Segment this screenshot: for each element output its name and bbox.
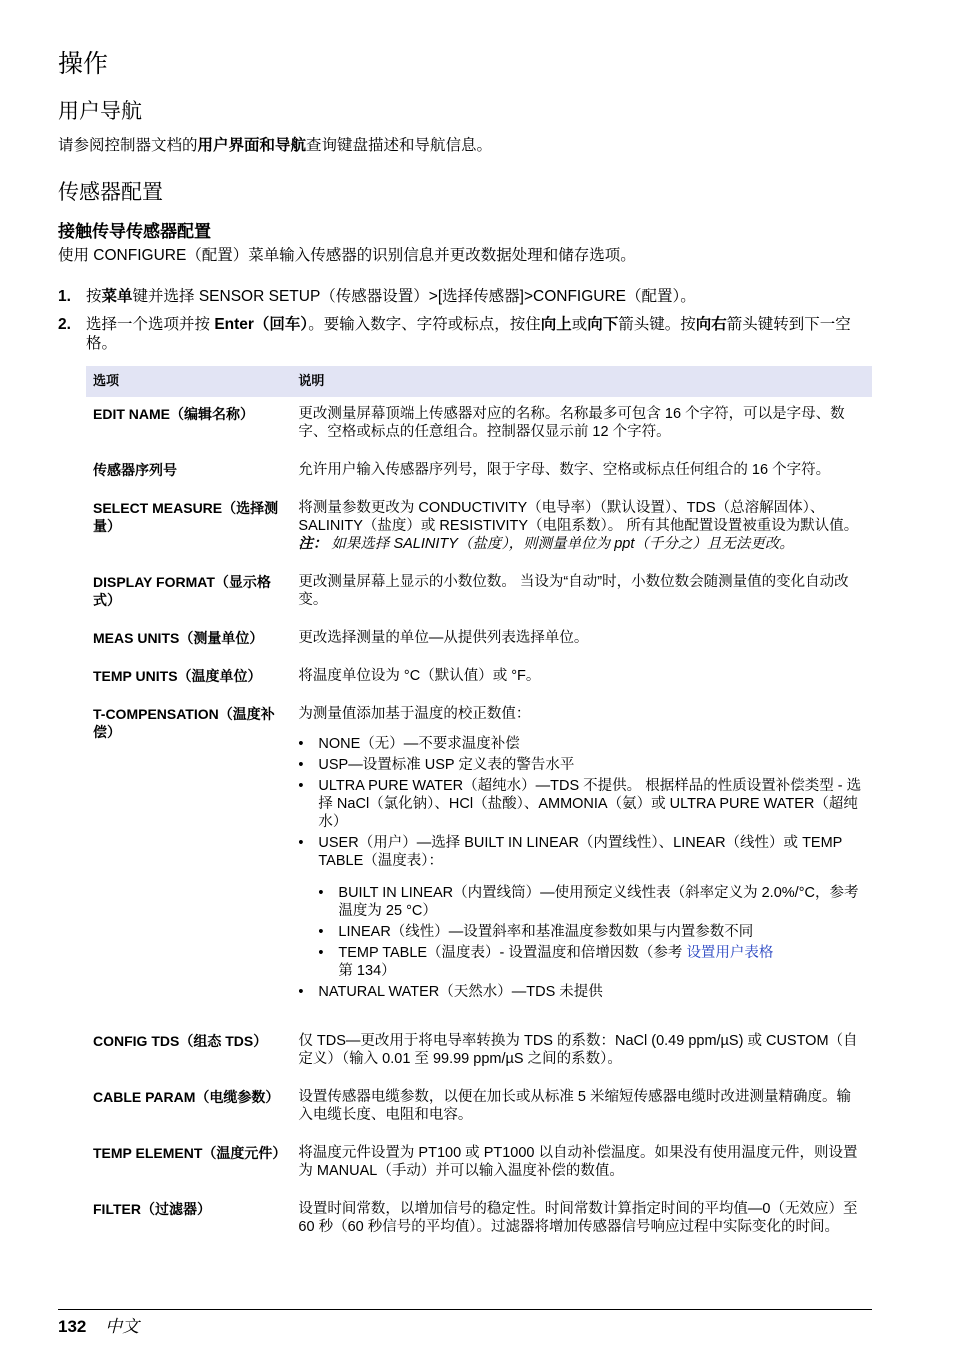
row-option: DISPLAY FORMAT（显示格式） xyxy=(93,574,271,608)
table-row xyxy=(86,397,872,455)
table-row xyxy=(86,623,872,661)
row-description: 允许用户输入传感器序列号，限于字母、数字、空格或标点任何组合的 16 个字符。 xyxy=(298,462,831,478)
row-option: CONFIG TDS（组态 TDS） xyxy=(93,1033,268,1049)
list-item: • LINEAR（线性）—设置斜率和基准温度参数如果与内置参数不同 xyxy=(338,923,865,941)
row-description xyxy=(291,493,872,567)
nav-text-a: 请参阅控制器文档的 xyxy=(58,137,198,154)
section-title-contact: 接触传导传感器配置 xyxy=(58,222,211,241)
list-item: • USER（用户）—选择 BUILT IN LINEAR（内置线性）、LINEAR（线性）或 TEMP TABLE（温度表）： • BUILT IN LINEAR（内置线筒）—使用预定义线性表（斜率定义为 2.0%/°C，参考温度为 25 °C） • LINEAR（线性）—设置斜率和基准温度参数如果与内置参数不同 • TEMP TABLE（温度表）- 设置温度和倍增因数（参考 设置用户表格 第 134） xyxy=(318,834,865,980)
sub-bullet-list xyxy=(318,884,865,980)
row-description: 设置传感器电缆参数，以便在加长或从标准 5 米缩短传感器电缆时改进测量精确度。输入电缆长度、电阻和电容。 xyxy=(298,1089,852,1123)
step-number: 2. xyxy=(58,316,71,333)
table-row xyxy=(86,567,872,623)
row-option: SELECT MEASURE（选择测量） xyxy=(93,500,279,534)
list-item: • USP—设置标准 USP 定义表的警告水平 xyxy=(318,756,865,774)
table-row xyxy=(86,455,872,493)
row-option: FILTER（过滤器） xyxy=(93,1201,211,1217)
footer-language: 中文 xyxy=(105,1317,140,1337)
note: 注： 如果选择 SALINITY（盐度），则测量单位为 ppt（千分之）且无法更改。 xyxy=(298,536,794,552)
row-description: 更改选择测量的单位—从提供列表选择单位。 xyxy=(298,630,589,646)
page-heading: 操作 xyxy=(58,50,109,78)
nav-paragraph xyxy=(58,136,492,155)
row-description: 设置时间常数，以增加信号的稳定性。时间常数计算指定时间的平均值—0（无效应）至 60 秒（60 秒信号的平均值）。过滤器将增加传感器信号响应过程中实际变化的时间。 xyxy=(298,1201,858,1235)
row-description: 将温度单位设为 °C（默认值）或 °F。 xyxy=(298,668,541,684)
section-title-nav: 用户导航 xyxy=(58,100,142,123)
list-item: • BUILT IN LINEAR（内置线筒）—使用预定义线性表（斜率定义为 2.0%/°C，参考温度为 25 °C） xyxy=(338,884,865,920)
bullet-list xyxy=(298,735,865,1001)
page-footer xyxy=(58,1312,139,1337)
table-row xyxy=(86,1082,872,1138)
options-table xyxy=(86,366,872,1250)
table-row xyxy=(86,493,872,567)
step-text: 按菜单键并选择 SENSOR SETUP（传感器设置）>[选择传感器]>CONFIGURE（配置）。 xyxy=(86,288,696,305)
table-row xyxy=(86,661,872,699)
table-row xyxy=(86,1026,872,1082)
desc-text: 将测量参数更改为 CONDUCTIVITY（电导率）（默认设置）、TDS（总溶解固体）、SALINITY（盐度）或 RESISTIVITY（电阻系数）。 所有其他配置设置被重设为默认值。 xyxy=(298,500,859,534)
header-description: 说明 xyxy=(291,366,872,397)
row-option: EDIT NAME（编辑名称） xyxy=(93,406,254,422)
row-description: 仅 TDS—更改用于将电导率转换为 TDS 的系数：NaCl (0.49 ppm/µS) 或 CUSTOM（自定义）（输入 0.01 至 99.99 ppm/µS 之间的系数）。 xyxy=(298,1033,858,1067)
list-item: • NATURAL WATER（天然水）—TDS 未提供 xyxy=(318,983,865,1001)
header-option: 选项 xyxy=(86,366,291,397)
list-item: • NONE（无）—不要求温度补偿 xyxy=(318,735,865,753)
list-item: • TEMP TABLE（温度表）- 设置温度和倍增因数（参考 设置用户表格 第 134） xyxy=(338,944,865,980)
row-option: T-COMPENSATION（温度补偿） xyxy=(93,706,275,740)
contact-intro: 使用 CONFIGURE（配置）菜单输入传感器的识别信息并更改数据处理和储存选项。 xyxy=(58,247,636,264)
desc-text: 为测量值添加基于温度的校正数值： xyxy=(298,706,531,722)
row-option: 传感器序列号 xyxy=(93,462,177,478)
step-number: 1. xyxy=(58,288,71,305)
row-description: 更改测量屏幕顶端上传感器对应的名称。名称最多可包含 16 个字符，可以是字母、数字、空格或标点的任意组合。控制器仅显示前 12 个字符。 xyxy=(298,406,845,440)
row-description: 更改测量屏幕上显示的小数位数。 当设为“自动”时，小数位数会随测量值的变化自动改变。 xyxy=(298,574,849,608)
list-item: • ULTRA PURE WATER（超纯水）—TDS 不提供。 根据样品的性质设置补偿类型 - 选择 NaCl（氯化钠）、HCl（盐酸）、AMMONIA（氨）或 ULTRA PURE WATER（超纯水） xyxy=(318,777,865,831)
table-row xyxy=(86,1138,872,1194)
row-description: 将温度元件设置为 PT100 或 PT1000 以自动补偿温度。如果没有使用温度元件，则设置为 MANUAL（手动）并可以输入温度补偿的数值。 xyxy=(298,1145,858,1179)
table-header-row xyxy=(86,366,872,397)
row-option: CABLE PARAM（电缆参数） xyxy=(93,1089,280,1105)
table-row xyxy=(86,699,872,1026)
row-option: TEMP UNITS（温度单位） xyxy=(93,668,262,684)
link-user-table[interactable]: 设置用户表格 xyxy=(686,945,774,961)
step-text: 选择一个选项并按 Enter（回车）。要输入数字、字符或标点，按住向上或向下箭头键。按向右箭头键转到下一空格。 xyxy=(86,316,851,352)
nav-text-b: 查询键盘描述和导航信息。 xyxy=(306,137,493,154)
row-description xyxy=(291,699,872,1026)
footer-rule xyxy=(58,1309,872,1310)
row-option: MEAS UNITS（测量单位） xyxy=(93,630,264,646)
section-title-config: 传感器配置 xyxy=(58,181,163,204)
nav-text-bold: 用户界面和导航 xyxy=(197,137,307,154)
page-number: 132 xyxy=(58,1317,87,1336)
row-option: TEMP ELEMENT（温度元件） xyxy=(93,1145,287,1161)
table-row xyxy=(86,1194,872,1250)
